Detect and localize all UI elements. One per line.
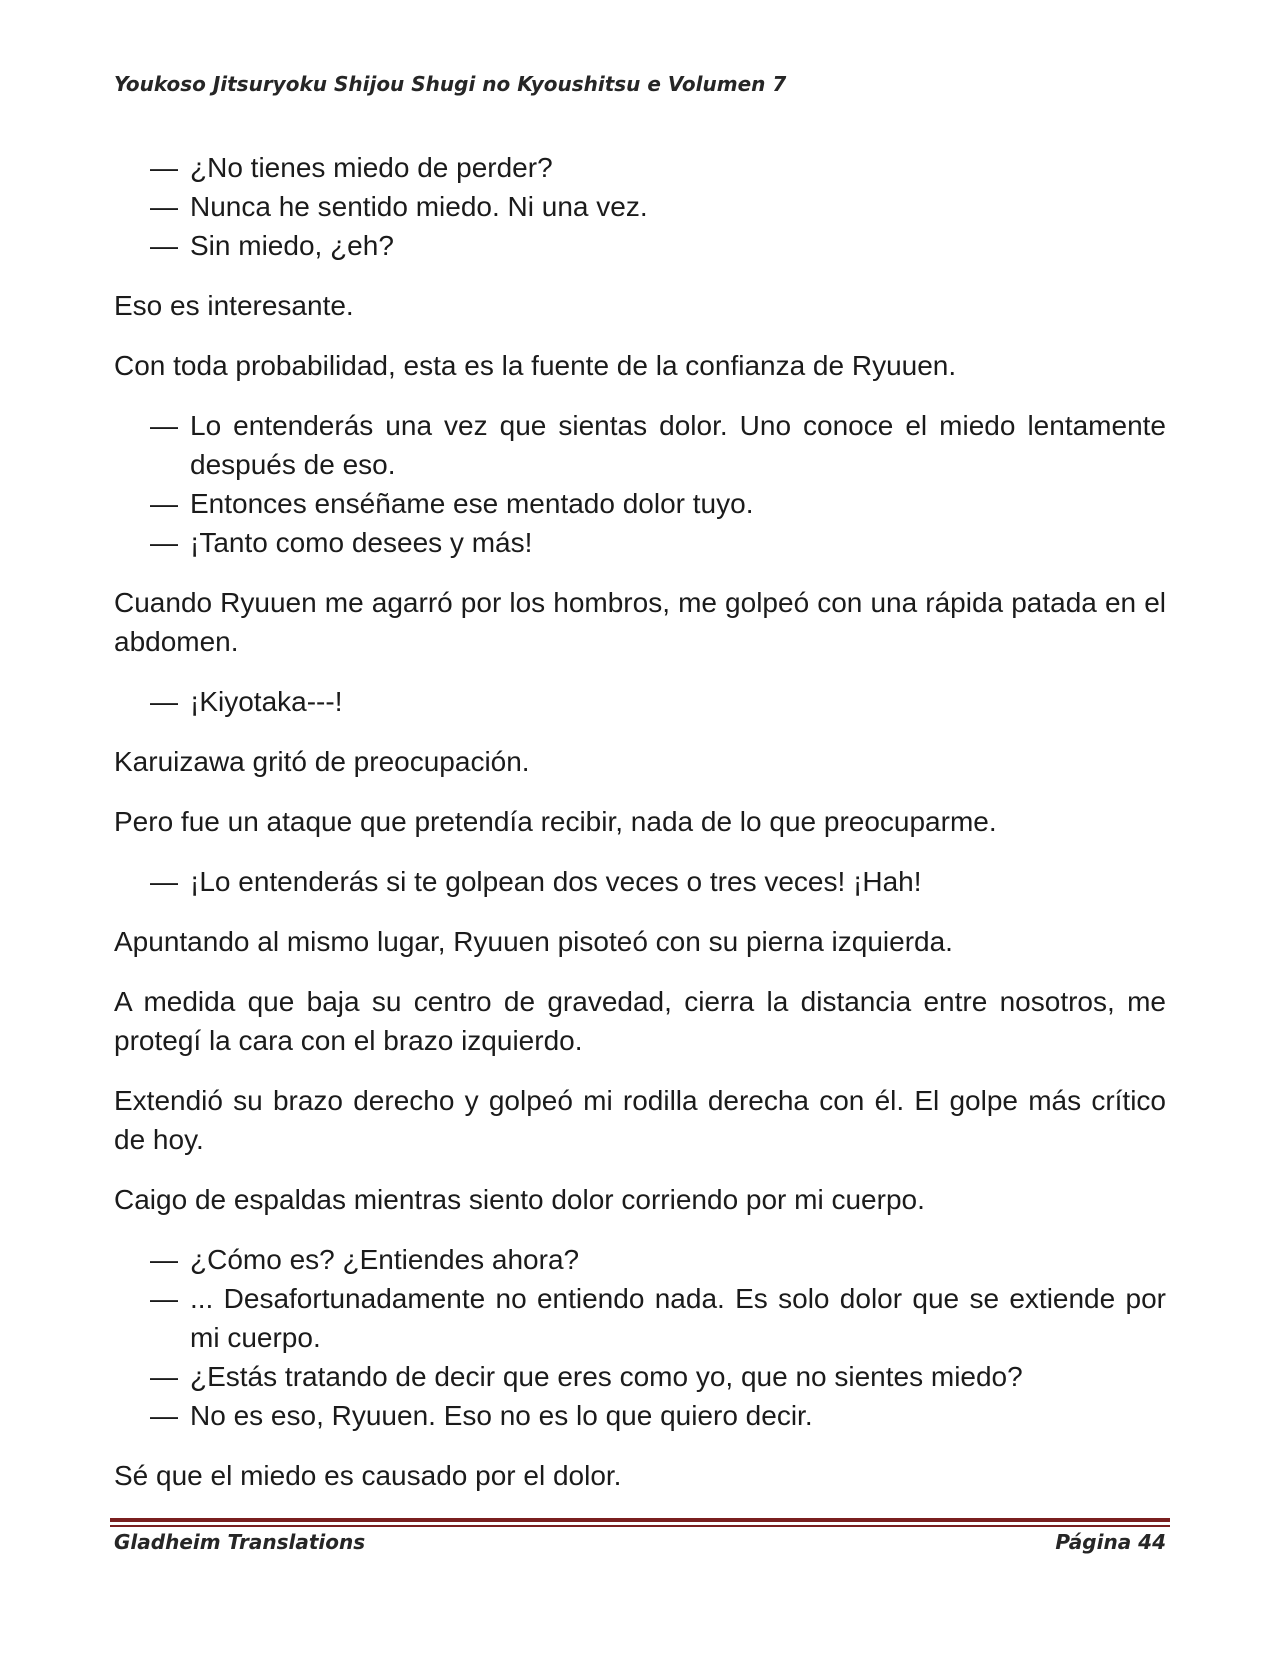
dialog-dash: — — [150, 152, 178, 183]
dialog-dash: — — [150, 1283, 178, 1314]
dialog-line — [150, 862, 1166, 901]
dialog-text: ¡Tanto como desees y más! — [190, 527, 533, 558]
dialog-text: ... Desafortunadamente no entiendo nada. Es solo dolor que se extiende por mi cuerpo. — [190, 1283, 1166, 1353]
dialog-text: ¿Cómo es? ¿Entiendes ahora? — [190, 1244, 580, 1275]
dialog-line — [150, 682, 1166, 721]
dialog-block — [114, 406, 1166, 562]
dialog-block — [114, 862, 1166, 901]
dialog-line — [150, 1240, 1166, 1279]
paragraph: Extendió su brazo derecho y golpeó mi rodilla derecha con él. El golpe más crítico de hoy. — [114, 1085, 1166, 1155]
dialog-line — [150, 484, 1166, 523]
dialog-block — [114, 148, 1166, 265]
dialog-text: No es eso, Ryuuen. Eso no es lo que quiero decir. — [190, 1400, 813, 1431]
paragraph: Cuando Ryuuen me agarró por los hombros, me golpeó con una rápida patada en el abdomen. — [114, 587, 1166, 657]
footer-publisher: Gladheim Translations — [114, 1530, 366, 1554]
dialog-line — [150, 1396, 1166, 1435]
dialog-dash: — — [150, 410, 178, 441]
paragraph: A medida que baja su centro de gravedad, cierra la distancia entre nosotros, me protegí la cara con el brazo izquierdo. — [114, 986, 1166, 1056]
dialog-dash: — — [150, 1244, 178, 1275]
dialog-dash: — — [150, 488, 178, 519]
dialog-dash: — — [150, 1361, 178, 1392]
paragraph: Karuizawa gritó de preocupación. — [114, 746, 530, 777]
dialog-dash: — — [150, 230, 178, 261]
dialog-line — [150, 148, 1166, 187]
dialog-dash: — — [150, 191, 178, 222]
page-body — [114, 148, 1166, 1516]
dialog-text: ¡Kiyotaka---! — [190, 686, 343, 717]
paragraph: Apuntando al mismo lugar, Ryuuen pisoteó con su pierna izquierda. — [114, 926, 953, 957]
dialog-line — [150, 187, 1166, 226]
paragraph: Caigo de espaldas mientras siento dolor corriendo por mi cuerpo. — [114, 1184, 925, 1215]
dialog-line — [150, 1279, 1166, 1357]
dialog-block — [114, 682, 1166, 721]
dialog-dash: — — [150, 686, 178, 717]
dialog-line — [150, 406, 1166, 484]
paragraph: Eso es interesante. — [114, 290, 354, 321]
footer-rule — [110, 1518, 1170, 1522]
dialog-text: ¿No tienes miedo de perder? — [190, 152, 553, 183]
header-title: Youkoso Jitsuryoku Shijou Shugi no Kyoushitsu e Volumen 7 — [114, 72, 787, 96]
paragraph: Pero fue un ataque que pretendía recibir, nada de lo que preocuparme. — [114, 806, 997, 837]
dialog-line — [150, 523, 1166, 562]
paragraph: Sé que el miedo es causado por el dolor. — [114, 1460, 622, 1491]
dialog-text: ¡Lo entenderás si te golpean dos veces o tres veces! ¡Hah! — [190, 866, 922, 897]
dialog-text: Entonces enséñame ese mentado dolor tuyo. — [190, 488, 754, 519]
dialog-text: ¿Estás tratando de decir que eres como yo, que no sientes miedo? — [190, 1361, 1023, 1392]
dialog-text: Lo entenderás una vez que sientas dolor. Uno conoce el miedo lentamente después de eso. — [190, 410, 1166, 480]
dialog-text: Nunca he sentido miedo. Ni una vez. — [190, 191, 648, 222]
paragraph: Con toda probabilidad, esta es la fuente de la confianza de Ryuuen. — [114, 350, 957, 381]
dialog-dash: — — [150, 527, 178, 558]
page-number: Página 44 — [1055, 1530, 1166, 1554]
dialog-text: Sin miedo, ¿eh? — [190, 230, 394, 261]
footer-rule-thin — [110, 1525, 1170, 1527]
dialog-dash: — — [150, 1400, 178, 1431]
dialog-dash: — — [150, 866, 178, 897]
dialog-line — [150, 1357, 1166, 1396]
dialog-line — [150, 226, 1166, 265]
dialog-block — [114, 1240, 1166, 1435]
